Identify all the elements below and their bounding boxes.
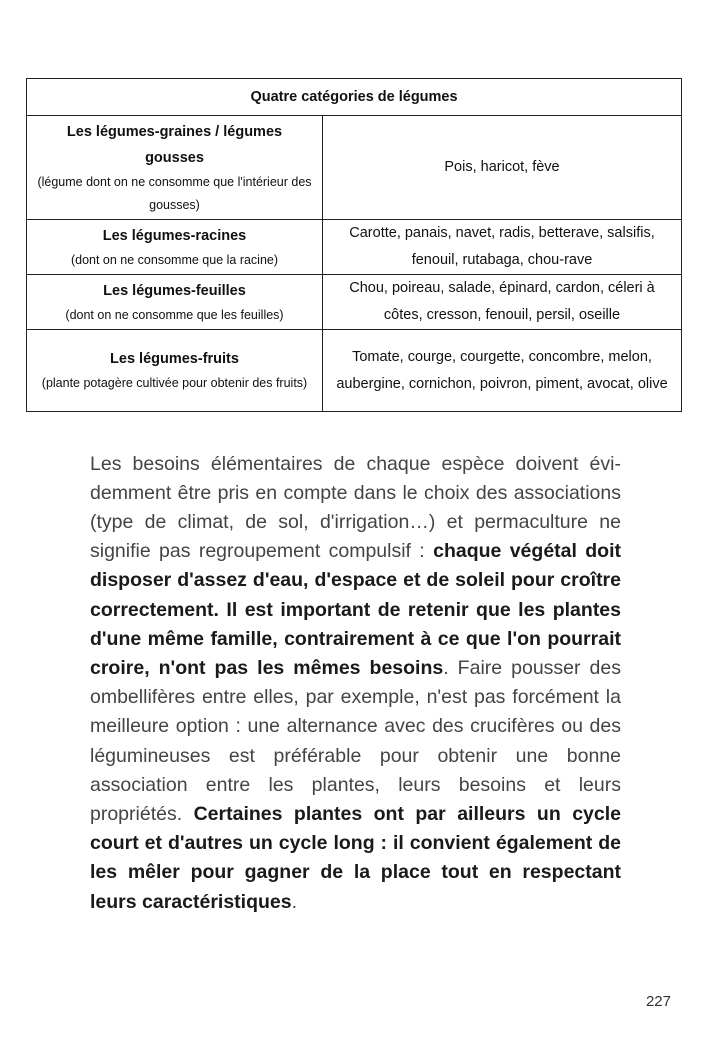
category-name: Les légumes-fruits — [110, 351, 239, 367]
category-cell — [27, 330, 323, 412]
table-row — [27, 330, 682, 412]
category-cell — [27, 275, 323, 330]
category-description: (légume dont on ne consomme que l'intérieur des gousses) — [37, 174, 312, 212]
category-examples: Tomate, courge, courgette, concombre, melon, aubergine, cornichon, poivron, piment, avocat, olive — [336, 348, 668, 392]
examples-cell — [323, 116, 682, 220]
category-name: Les légumes-racines — [102, 227, 247, 244]
examples-cell — [323, 330, 682, 412]
category-description: (dont on ne consomme que les feuilles) — [65, 307, 284, 322]
category-cell — [27, 116, 323, 220]
table-title: Quatre catégories de légumes — [27, 79, 682, 116]
text-run: Les besoins élémentaires de chaque espèce doivent évidemment être pris en compte dans le choix des associations (type de climat, de sol, d'irrigation…) et permaculture ne signifie pas regroupement compulsif : — [90, 452, 621, 563]
examples-cell — [323, 220, 682, 275]
page-number: 227 — [645, 993, 671, 1010]
text-run: . — [291, 890, 298, 913]
examples-cell — [323, 275, 682, 330]
table-row — [27, 275, 682, 330]
vegetable-categories-table — [26, 78, 682, 412]
bold-text-run: chaque végétal doit disposer d'assez d'eau, d'espace et de soleil pour croître correctement. Il est important de retenir que les plantes d'une même famille, contrairement à ce que l'on pourrait croire, n'ont pas les mêmes besoins — [90, 540, 622, 679]
category-cell — [27, 220, 323, 275]
category-examples: Pois, haricot, fève — [444, 159, 560, 175]
category-name: Les légumes-graines / légumes gousses — [66, 123, 283, 166]
text-run: . Faire pousser des ombellifères entre elles, par exemple, n'est pas forcément la meilleure option : une alternance avec des crucifères ou des légumineuses est préférable pour obtenir une bonne association entre les plantes, leurs besoins et leurs propriétés. — [90, 656, 621, 825]
category-description: (plante potagère cultivée pour obtenir des fruits) — [41, 376, 308, 390]
table-row — [27, 116, 682, 220]
body-paragraph — [90, 450, 621, 917]
bold-text-run: Certaines plantes ont par ailleurs un cycle court et d'autres un cycle long : il convient également de les mêler pour gagner de la place tout en respectant leurs caractéristiques — [90, 802, 621, 913]
category-name: Les légumes-feuilles — [103, 282, 246, 299]
category-examples: Chou, poireau, salade, épinard, cardon, céleri à côtes, cresson, fenouil, persil, oseille — [349, 280, 655, 323]
table-row — [27, 220, 682, 275]
category-description: (dont on ne consomme que la racine) — [70, 252, 279, 267]
category-examples: Carotte, panais, navet, radis, betterave, salsifis, fenouil, rutabaga, chou-rave — [349, 225, 655, 268]
